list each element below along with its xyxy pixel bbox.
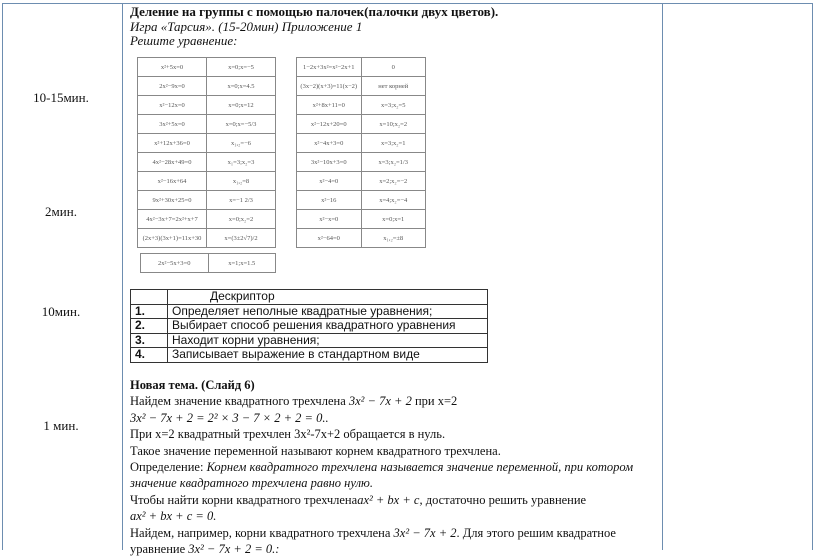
table-border bbox=[812, 3, 813, 550]
lesson-title: Новая тема. (Слайд 6) bbox=[130, 378, 255, 392]
equation-row bbox=[138, 115, 276, 134]
answer-cell: x=0;x=1 bbox=[361, 210, 426, 229]
equation-row bbox=[297, 115, 426, 134]
lesson-line bbox=[130, 393, 655, 409]
answer-cell: x₁=3;x₂=3 bbox=[207, 153, 276, 172]
row-number: 3. bbox=[131, 333, 168, 348]
answer-cell: x=10;x₂=2 bbox=[361, 115, 426, 134]
text: уравнение bbox=[130, 542, 189, 557]
equation-cell: 2x²−5x+3=0 bbox=[141, 254, 209, 273]
time-cell: 10-15мин. bbox=[33, 90, 89, 105]
definition: Корнем квадратного трехчлена называется значение переменной, при котором bbox=[206, 460, 634, 475]
section-title: Деление на группы с помощью палочек(палочки двух цветов). bbox=[130, 4, 499, 19]
equation-cell: x²−16x+64 bbox=[138, 172, 207, 191]
text: при x=2 bbox=[411, 394, 458, 409]
text: Определение: bbox=[130, 460, 207, 475]
formula: 3x² − 7x + 2 = 0.: bbox=[188, 542, 280, 557]
answer-cell: x₁,₂=−6 bbox=[207, 134, 276, 153]
row-number: 4. bbox=[131, 348, 168, 363]
answer-cell: нет корней bbox=[361, 77, 426, 96]
answer-cell: x=1;x=1.5 bbox=[208, 254, 276, 273]
formula-line bbox=[130, 508, 655, 524]
tarsia-table-right bbox=[296, 57, 426, 248]
equation-row bbox=[138, 229, 276, 248]
answer-cell: x₁,₂=8 bbox=[207, 172, 276, 191]
answer-cell: x₁,₂=±8 bbox=[361, 229, 426, 248]
table-border bbox=[662, 3, 663, 550]
text: . Для этого решим квадратное bbox=[456, 525, 616, 540]
equation-cell: 9x²+30x+25=0 bbox=[138, 191, 207, 210]
descriptor-item: Находит корни уравнения; bbox=[168, 333, 488, 348]
descriptor-item: Выбирает способ решения квадратного уравнения bbox=[168, 319, 488, 334]
time-cell: 10мин. bbox=[41, 304, 81, 319]
text: Чтобы найти корни квадратного трехчлена bbox=[130, 492, 358, 507]
lesson-text bbox=[130, 377, 655, 557]
table-border bbox=[122, 3, 123, 550]
answer-cell: x=0;x=12 bbox=[207, 96, 276, 115]
equation-cell: x²−16 bbox=[297, 191, 362, 210]
answer-cell: x=(3±2√7)/2 bbox=[207, 229, 276, 248]
answer-cell: 0 bbox=[361, 58, 426, 77]
text: Найдем значение квадратного трехчлена bbox=[130, 394, 349, 409]
answer-cell: x=−1 2/3 bbox=[207, 191, 276, 210]
equation-cell: x²+5x=0 bbox=[138, 58, 207, 77]
task-text: Решите уравнение: bbox=[130, 33, 238, 48]
equation-row bbox=[297, 134, 426, 153]
answer-cell: x=4;x₂=−4 bbox=[361, 191, 426, 210]
equation-row bbox=[297, 210, 426, 229]
equation-cell: x²−12x+20=0 bbox=[297, 115, 362, 134]
lesson-line bbox=[130, 525, 655, 541]
table-border bbox=[2, 3, 3, 550]
formula: ax² + bx + c = 0. bbox=[130, 509, 217, 524]
equation-row bbox=[297, 96, 426, 115]
descriptor-header: Дескриптор bbox=[168, 290, 488, 305]
equation-cell: 3x²+5x=0 bbox=[138, 115, 207, 134]
definition: значение квадратного трехчлена равно нулю. bbox=[130, 476, 373, 491]
formula: 3x² − 7x + 2 bbox=[393, 525, 457, 540]
equation-row bbox=[138, 58, 276, 77]
formula: 3x² − 7x + 2 = 2² × 3 − 7 × 2 + 2 = 0.. bbox=[130, 410, 329, 425]
equation-cell: (3x−2)(x+3)=11(x−2) bbox=[297, 77, 362, 96]
equation-cell: 3x²−10x+3=0 bbox=[297, 153, 362, 172]
answer-cell: x=0;x=−5 bbox=[207, 58, 276, 77]
formula: ax² + bx + c, bbox=[357, 492, 423, 507]
equation-cell: x²−4x+3=0 bbox=[297, 134, 362, 153]
equation-cell: 2x²−9x=0 bbox=[138, 77, 207, 96]
lesson-line: При x=2 квадратный трехчлен 3x²-7x+2 обращается в нуль. bbox=[130, 427, 446, 442]
equation-row bbox=[297, 191, 426, 210]
equation-row bbox=[138, 191, 276, 210]
equation-cell: x²−x=0 bbox=[297, 210, 362, 229]
lesson-line bbox=[130, 541, 655, 557]
definition-line bbox=[130, 459, 655, 475]
tarsia-table-extra bbox=[140, 253, 276, 273]
equation-row bbox=[297, 58, 426, 77]
equation-row bbox=[138, 210, 276, 229]
tarsia-table-left bbox=[137, 57, 276, 248]
equation-row bbox=[138, 77, 276, 96]
descriptor-item: Определяет неполные квадратные уравнения; bbox=[168, 304, 488, 319]
lesson-line bbox=[130, 492, 655, 508]
equation-cell: x²−12x=0 bbox=[138, 96, 207, 115]
answer-cell: x=0;x₂=2 bbox=[207, 210, 276, 229]
section-subtitle: Игра «Тарсия». (15-20мин) Приложение 1 bbox=[130, 19, 363, 34]
equation-cell: 4x²−28x+49=0 bbox=[138, 153, 207, 172]
descriptor-item: Записывает выражение в стандартном виде bbox=[168, 348, 488, 363]
equation-row bbox=[138, 96, 276, 115]
lesson-line: Такое значение переменной называют корнем квадратного трехчлена. bbox=[130, 443, 501, 458]
answer-cell: x=0;x=4.5 bbox=[207, 77, 276, 96]
equation-row bbox=[141, 254, 276, 273]
descriptor-table bbox=[130, 289, 488, 363]
time-cell: 2мин. bbox=[45, 204, 77, 219]
equation-row bbox=[138, 153, 276, 172]
answer-cell: x=3;x₂=1/3 bbox=[361, 153, 426, 172]
answer-cell: x=2;x₂=−2 bbox=[361, 172, 426, 191]
equation-cell: x²+8x+11=0 bbox=[297, 96, 362, 115]
equation-row bbox=[138, 172, 276, 191]
equation-cell: x²−4=0 bbox=[297, 172, 362, 191]
equation-row bbox=[297, 229, 426, 248]
equation-cell: x²−64=0 bbox=[297, 229, 362, 248]
equation-cell: x²+12x+36=0 bbox=[138, 134, 207, 153]
formula-line bbox=[130, 410, 655, 426]
equation-cell: 4x²−3x+7=2x²+x+7 bbox=[138, 210, 207, 229]
text: достаточно решить уравнение bbox=[422, 492, 587, 507]
formula: 3x² − 7x + 2 bbox=[348, 394, 412, 409]
equation-row bbox=[297, 77, 426, 96]
row-number: 2. bbox=[131, 319, 168, 334]
equation-row bbox=[297, 153, 426, 172]
equation-cell: (2x+3)(3x+1)=11x+30 bbox=[138, 229, 207, 248]
text: Найдем, например, корни квадратного трехчлена bbox=[130, 525, 394, 540]
row-number: 1. bbox=[131, 304, 168, 319]
equation-row bbox=[297, 172, 426, 191]
equation-row bbox=[138, 134, 276, 153]
equation-cell: 1−2x+3x²=x²−2x+1 bbox=[297, 58, 362, 77]
definition-line bbox=[130, 475, 655, 491]
answer-cell: x=3;x₂=5 bbox=[361, 96, 426, 115]
answer-cell: x=0;x=−5/3 bbox=[207, 115, 276, 134]
answer-cell: x=3;x₂=1 bbox=[361, 134, 426, 153]
time-cell: 1 мин. bbox=[43, 418, 79, 433]
